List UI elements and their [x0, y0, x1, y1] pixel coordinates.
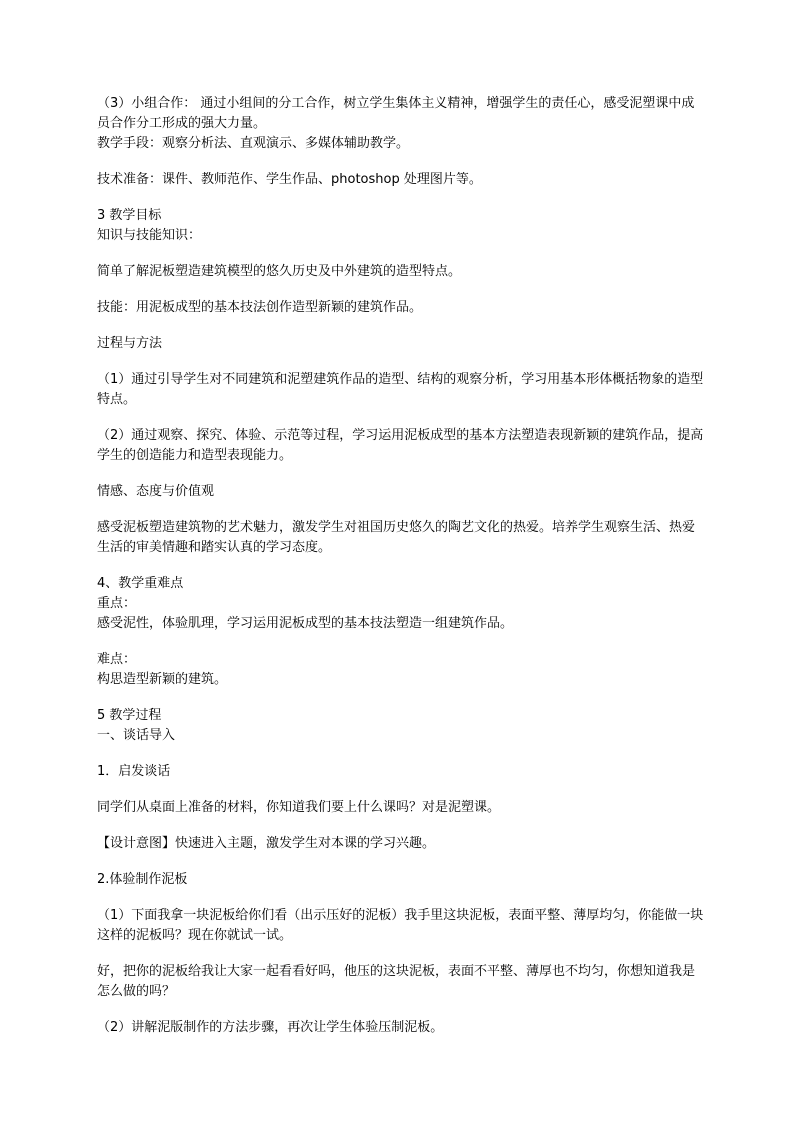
key-points-paragraph: 感受泥性，体验肌理，学习运用泥板成型的基本技法塑造一组建筑作品。: [97, 616, 514, 631]
clay-slab-step-2: （2）讲解泥版制作的方法步骤，再次让学生体验压制泥板。: [97, 1020, 444, 1035]
teaching-methods-paragraph: 教学手段：观察分析法、直观演示、多媒体辅助教学。: [97, 136, 410, 151]
emotion-attitude-values-paragraph: 感受泥板塑造建筑物的艺术魅力，激发学生对祖国历史悠久的陶艺文化的热爱。培养学生观察生活、热爱生活的审美情趣和踏实认真的学习态度。: [97, 520, 696, 555]
process-item-1: （1）通过引导学生对不同建筑和泥塑建筑作品的造型、结构的观察分析，学习用基本形体概括物象的造型特点。: [97, 372, 704, 407]
intro-conversation-heading: 一、谈话导入: [97, 728, 176, 743]
difficult-points-label: 难点：: [97, 652, 137, 667]
group-cooperation-paragraph: （3）小组合作： 通过小组间的分工合作，树立学生集体主义精神，增强学生的责任心，感受泥塑课中成员合作分工形成的强大力量。: [97, 96, 695, 131]
section-heading-teaching-process: 5 教学过程: [97, 708, 162, 723]
intro-question-paragraph: 同学们从桌面上准备的材料，你知道我们要上什么课吗？对是泥塑课。: [97, 800, 501, 815]
document-page: [97, 94, 707, 1038]
skills-paragraph: 技能：用泥板成型的基本技法创作造型新颖的建筑作品。: [97, 300, 423, 315]
process-methods-heading: 过程与方法: [97, 336, 163, 351]
knowledge-paragraph: 简单了解泥板塑造建筑模型的悠久历史及中外建筑的造型特点。: [97, 264, 462, 279]
experience-clay-slab-heading: 2.体验制作泥板: [97, 872, 188, 887]
technical-preparation-paragraph: 技术准备：课件、教师范作、学生作品、photoshop 处理图片等。: [97, 172, 482, 187]
emotion-attitude-values-heading: 情感、态度与价值观: [97, 484, 215, 499]
clay-slab-step-1: （1）下面我拿一块泥板给你们看（出示压好的泥板）我手里这块泥板，表面平整、薄厚均匀，你能做一块这样的泥板吗？现在你就试一试。: [97, 908, 704, 943]
section-heading-key-difficult-points: 4、教学重难点: [97, 576, 184, 591]
design-intent-paragraph: 【设计意图】快速进入主题，激发学生对本课的学习兴趣。: [97, 836, 436, 851]
difficult-points-paragraph: 构思造型新颖的建筑。: [97, 672, 228, 687]
process-item-2: （2）通过观察、探究、体验、示范等过程，学习运用泥板成型的基本方法塑造表现新颖的建筑作品，提高学生的创造能力和造型表现能力。: [97, 428, 704, 463]
section-heading-teaching-objectives: 3 教学目标: [97, 208, 162, 223]
clay-slab-discussion: 好，把你的泥板给我让大家一起看看好吗，他压的这块泥板，表面不平整、薄厚也不均匀，你想知道我是怎么做的吗？: [97, 964, 696, 999]
key-points-label: 重点：: [97, 596, 137, 611]
knowledge-skills-label: 知识与技能知识：: [97, 228, 202, 243]
inspire-conversation-heading: 1．启发谈话: [97, 764, 171, 779]
